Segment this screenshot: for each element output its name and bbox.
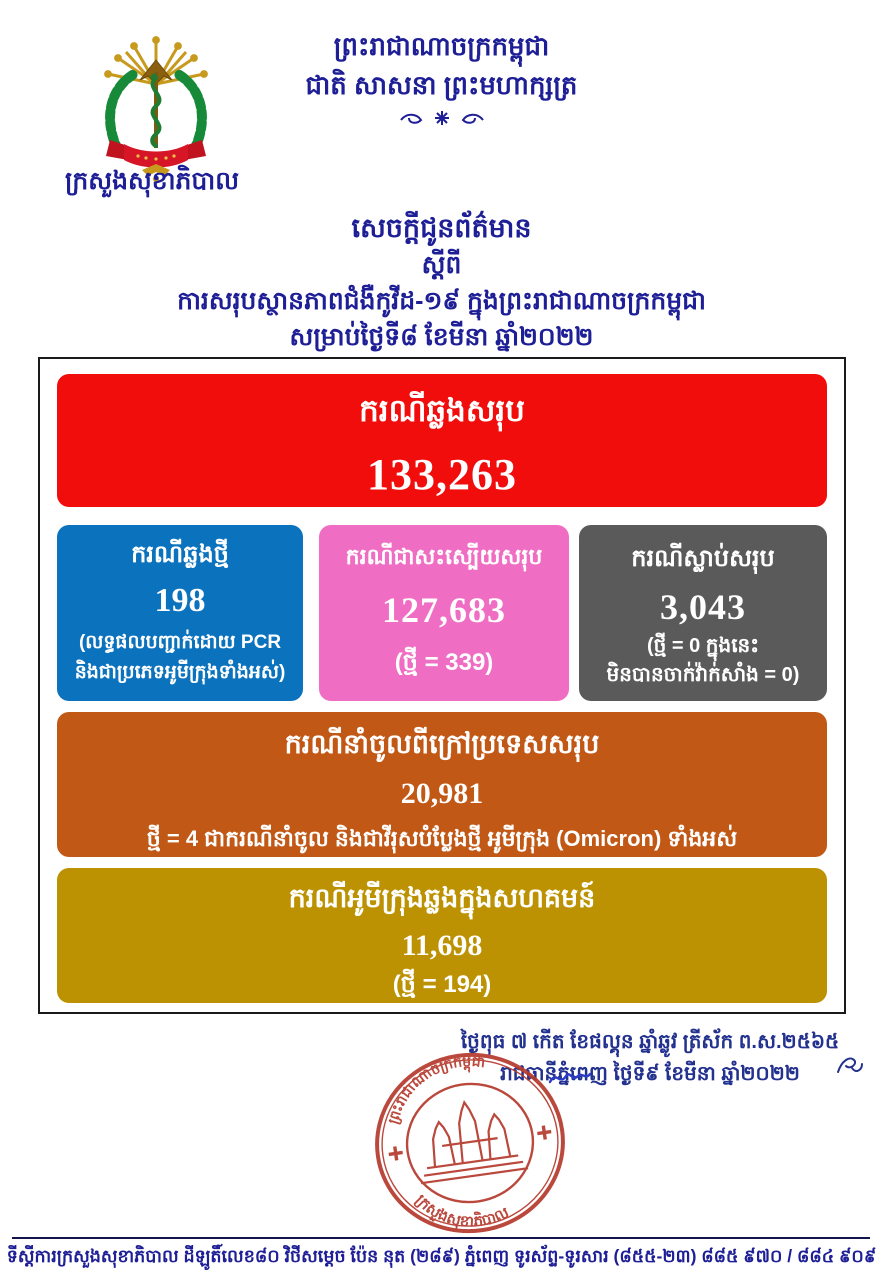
total-cases-value: 133,263 <box>367 450 517 499</box>
ministry-name: ក្រសួងសុខាភិបាល <box>64 167 240 195</box>
total-cases-label: ករណីឆ្លងសរុប <box>359 393 525 428</box>
community-omicron-box <box>57 868 827 1003</box>
nation-religion-king-line: ជាតិ សាសនា ព្រះមហាក្សត្រ <box>305 70 578 100</box>
signature-flourish-icon <box>836 1054 864 1078</box>
official-stamp-icon <box>372 1050 568 1236</box>
footer-address: ទីស្តីការក្រសួងសុខាភិបាល ដីឡូតិ៍លេខ៨០ វិថីសម្តេច ប៉ែន នុត (២៨៩) ភ្នំពេញ ទូរស័ព្ទ-ទូរសារ (៨៥៥-២៣) ៨៨៥ ៩៧០ / ៨៨៤ ៩០៩ <box>6 1246 877 1266</box>
divider-ornament-icon <box>0 108 883 128</box>
imported-cases-label: ករណីនាំចូលពីក្រៅប្រទេសសរុប <box>284 729 600 759</box>
footer-divider <box>12 1237 870 1239</box>
community-omicron-label: ករណីអូមីក្រុងឆ្លងក្នុងសហគមន៍ <box>288 883 596 913</box>
svg-text:ព្រះរាជាណាចក្រកម្ពុជា <box>377 1050 495 1128</box>
kingdom-title-line: ព្រះរាជាណាចក្រកម្ពុជា <box>333 31 550 61</box>
document-title-block <box>0 210 883 355</box>
imported-cases-note: ថ្មី = 4 ជាករណីនាំចូល និងជាវីរុសបំប្លែងថ្មី អូមីក្រុង (Omicron) ទាំងអស់ <box>146 826 738 851</box>
recovered-cases-value: 127,683 <box>382 590 506 630</box>
death-cases-note <box>579 628 827 690</box>
new-cases-note <box>57 620 303 688</box>
doc-title-report-date: សម្រាប់ថ្ងៃទី៨ ខែមីនា ឆ្នាំ២០២២ <box>289 323 594 351</box>
new-cases-note-line2: និងជាប្រភេទអូមីក្រុងទាំងអស់) <box>74 662 286 683</box>
imported-cases-box <box>57 712 827 857</box>
death-cases-note-line2: មិនបានចាក់វ៉ាក់សាំង = 0) <box>606 664 800 686</box>
new-cases-value: 198 <box>154 582 206 619</box>
stamp-bottom-text: ក្រសួងសុខាភិបាល <box>411 1191 512 1231</box>
new-cases-box <box>57 525 303 701</box>
death-cases-label: ករណីស្លាប់សរុប <box>631 545 775 572</box>
recovered-cases-note: (ថ្មី = 339) <box>394 649 494 676</box>
community-omicron-note: (ថ្មី = 194) <box>392 971 492 998</box>
stamp-top-text: ព្រះរាជាណាចក្រកម្ពុជា <box>384 1052 487 1126</box>
new-cases-label: ករណីឆ្លងថ្មី <box>131 541 229 568</box>
recovered-cases-label: ករណីជាសះស្បើយសរុប <box>345 544 543 569</box>
death-cases-value: 3,043 <box>660 587 746 627</box>
lunar-date-line: ថ្ងៃពុធ ៧ កើត ខែផល្គុន ឆ្នាំឆ្លូវ ត្រីស័ក ព.ស.២៥៦៥ <box>460 1031 840 1053</box>
death-cases-note-line1: (ថ្មី = 0 ក្នុងនេះ <box>646 635 760 657</box>
community-omicron-value: 11,698 <box>401 929 483 962</box>
imported-cases-value: 20,981 <box>400 777 484 810</box>
doc-title-announcement: សេចក្តីជូនព័ត៌មាន <box>351 213 532 243</box>
doc-title-regarding: ស្តីពី <box>421 251 462 279</box>
kingdom-motto <box>0 28 883 128</box>
total-cases-box <box>57 374 827 507</box>
new-cases-note-line1: (លទ្ធផលបញ្ជាក់ដោយ PCR <box>78 632 282 653</box>
death-cases-box <box>579 525 827 701</box>
covid-stats-panel <box>38 357 846 1014</box>
gregorian-date-line: រាជធានីភ្នំពេញ ថ្ងៃទី៩ ខែមីនា ឆ្នាំ២០២២ <box>500 1063 800 1085</box>
recovered-cases-box <box>319 525 569 701</box>
doc-title-subject: ការសរុបស្ថានភាពជំងឺកូវីដ-១៩ ក្នុងព្រះរាជាណាចក្រកម្ពុជា <box>177 287 706 315</box>
